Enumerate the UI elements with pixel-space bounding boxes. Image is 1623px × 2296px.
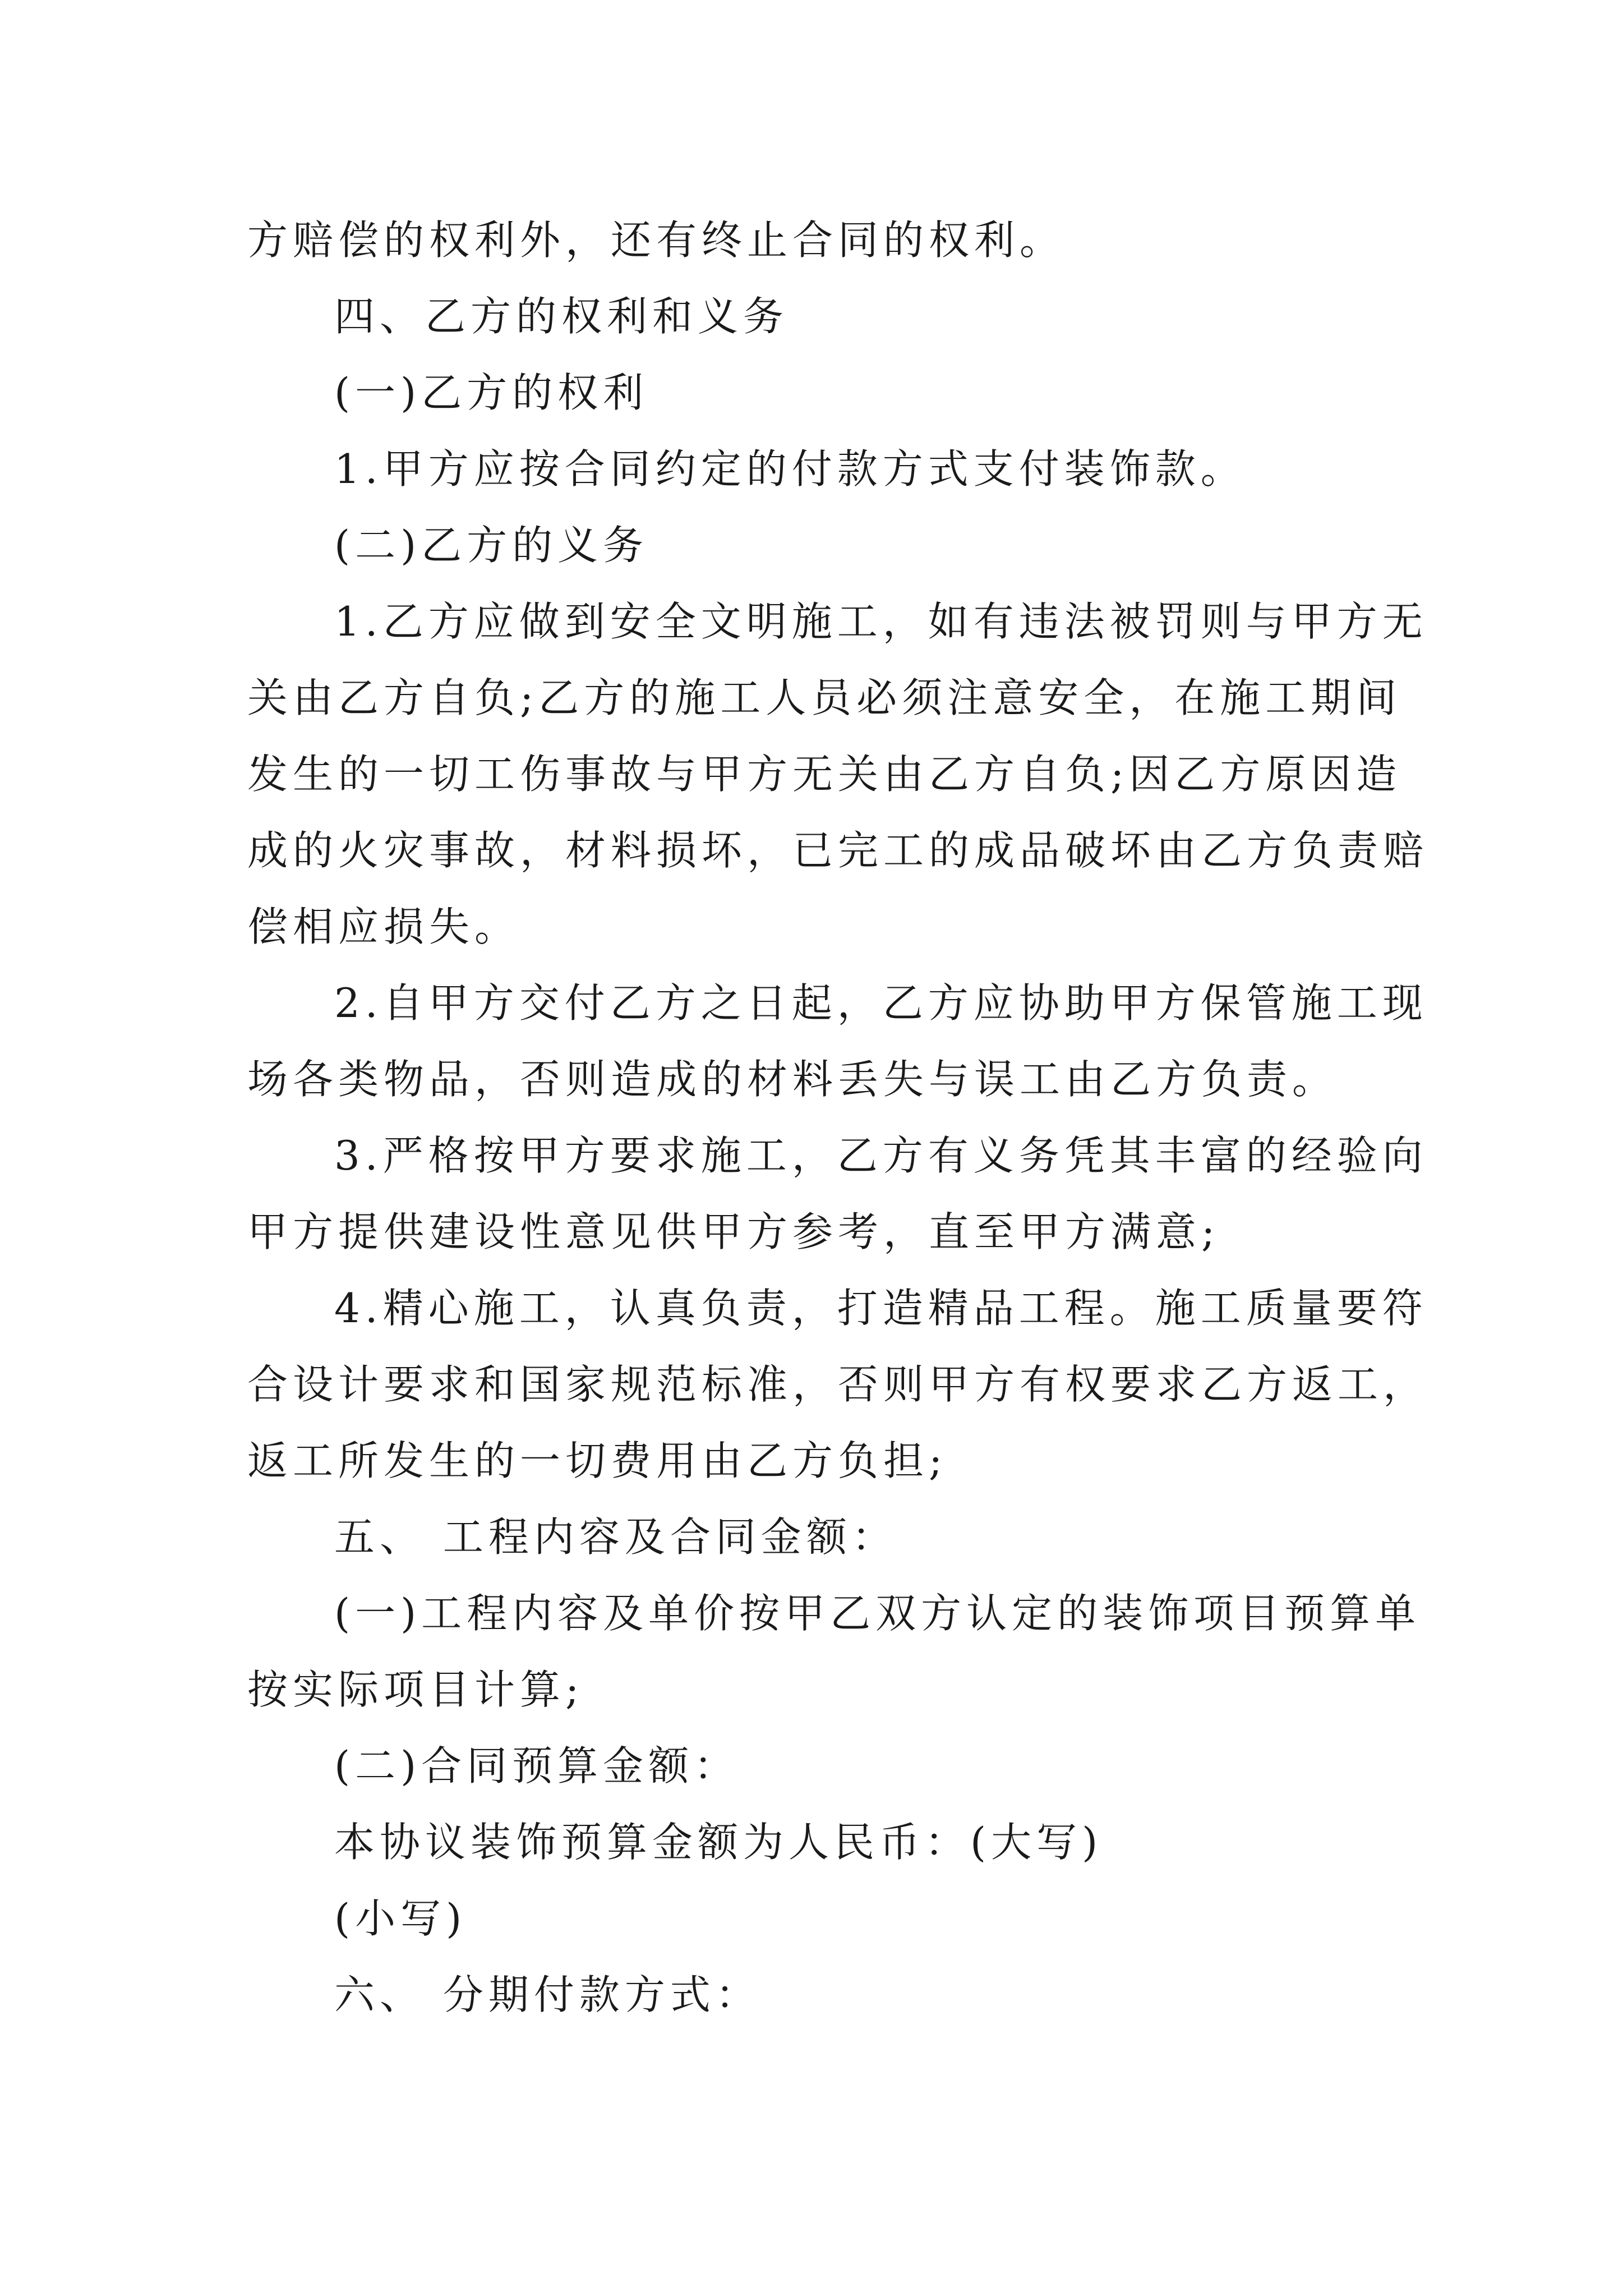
text-line: (小写) — [334, 1895, 467, 1942]
text-line: 场各类物品，否则造成的材料丢失与误工由乙方负责。 — [247, 1056, 1338, 1103]
text-line: 4.精心施工，认真负责，打造精品工程。施工质量要符 — [334, 1285, 1428, 1332]
text-line: 甲方提供建设性意见供甲方参考，直至甲方满意; — [247, 1208, 1220, 1255]
text-line: 合设计要求和国家规范标准，否则甲方有权要求乙方返工， — [247, 1361, 1429, 1408]
text-line: (一)工程内容及单价按甲乙双方认定的装饰项目预算单 — [334, 1590, 1421, 1637]
subsection-heading: (二)合同预算金额： — [334, 1742, 740, 1789]
text-line: 返工所发生的一切费用由乙方负担; — [247, 1437, 948, 1484]
text-line: 偿相应损失。 — [247, 903, 520, 950]
text-line: 发生的一切工伤事故与甲方无关由乙方自负;因乙方原因造 — [247, 751, 1402, 798]
text-line: 关由乙方自负;乙方的施工人员必须注意安全，在施工期间 — [247, 674, 1402, 721]
text-line: 3.严格按甲方要求施工，乙方有义务凭其丰富的经验向 — [334, 1132, 1428, 1179]
subsection-heading: (二)乙方的义务 — [334, 522, 649, 569]
text-line: 2.自甲方交付乙方之日起，乙方应协助甲方保管施工现 — [334, 979, 1428, 1027]
text-line: 本协议装饰预算金额为人民币：(大写) — [334, 1819, 1103, 1866]
text-line: 1.乙方应做到安全文明施工，如有违法被罚则与甲方无 — [334, 598, 1428, 645]
text-line: 成的火灾事故，材料损坏，已完工的成品破坏由乙方负责赔 — [247, 827, 1429, 874]
section-heading: 六、 分期付款方式： — [334, 1971, 761, 2018]
text-line: 按实际项目计算; — [247, 1666, 584, 1713]
text-line: 方赔偿的权利外，还有终止合同的权利。 — [247, 217, 1066, 264]
section-heading: 五、 工程内容及合同金额： — [334, 1513, 897, 1561]
section-heading: 四、乙方的权利和义务 — [334, 293, 789, 340]
subsection-heading: (一)乙方的权利 — [334, 369, 649, 416]
text-line: 1.甲方应按合同约定的付款方式支付装饰款。 — [334, 445, 1246, 493]
